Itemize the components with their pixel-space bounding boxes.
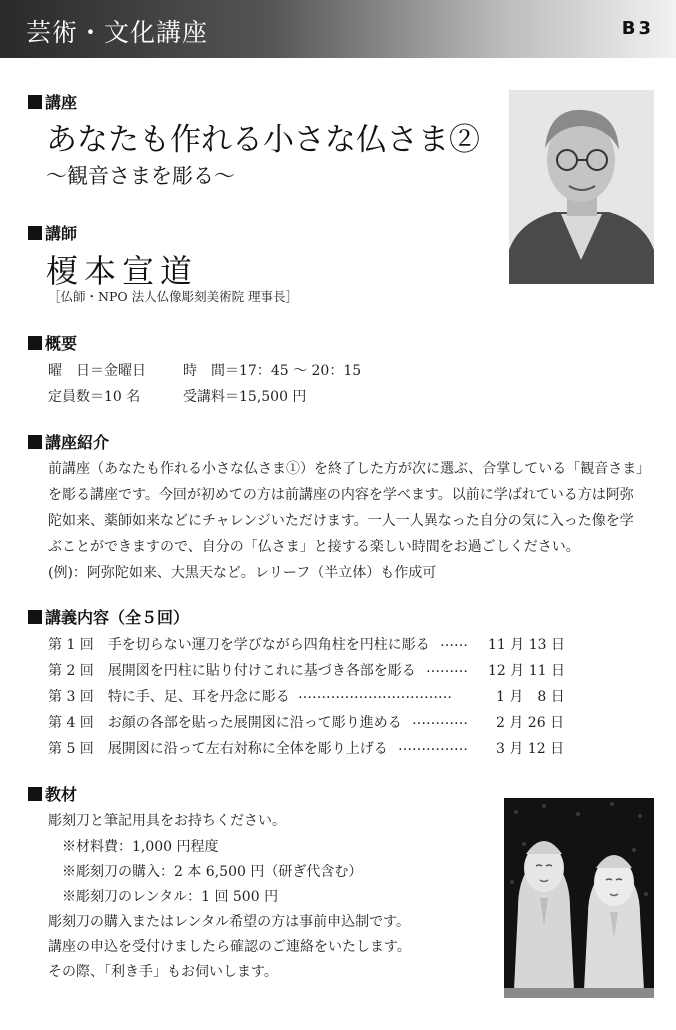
day-row: 曜 日＝金曜日 <box>48 363 146 379</box>
intro-text <box>48 456 658 586</box>
square-bullet-icon <box>28 435 42 449</box>
header-bar <box>0 0 676 58</box>
materials-line: 講座の申込を受付けましたら確認のご連絡をいたします。 <box>48 939 411 955</box>
schedule-dots: …………………………… <box>298 686 452 702</box>
schedule-date: 1 月 8 日 <box>496 689 565 705</box>
schedule-dots: ……… <box>426 660 468 676</box>
course-subtitle: 〜観音さまを彫る〜 <box>46 164 235 188</box>
capacity-row: 定員数＝10 名 <box>48 389 141 405</box>
square-bullet-icon <box>28 787 42 801</box>
schedule-item: 第 3 回 特に手、足、耳を丹念に彫る <box>48 689 290 705</box>
square-bullet-icon <box>28 336 42 350</box>
fee-row: 受講料＝15,500 円 <box>183 389 307 405</box>
schedule-dots: …… <box>440 634 468 650</box>
materials-line: 彫刻刀と筆記用具をお持ちください。 <box>48 813 286 829</box>
intro-line: (例)：阿弥陀如来、大黒天など。レリーフ（半立体）も作成可 <box>48 565 437 581</box>
schedule-dots: …………… <box>398 738 468 754</box>
course-title: あなたも作れる小さな仏さま② <box>46 122 480 158</box>
section-intro: 講座紹介 <box>28 430 109 453</box>
schedule-date: 11 月 13 日 <box>488 637 565 653</box>
section-overview: 概要 <box>28 331 77 354</box>
schedule-item: 第 5 回 展開図に沿って左右対称に全体を彫り上げる <box>48 741 388 757</box>
lecturer-photo <box>509 90 654 284</box>
statues-photo <box>504 798 654 998</box>
schedule-item: 第 2 回 展開図を円柱に貼り付けこれに基づき各部を彫る <box>48 663 416 679</box>
square-bullet-icon <box>28 226 42 240</box>
schedule-item: 第 1 回 手を切らない運刀を学びながら四角柱を円柱に彫る <box>48 637 430 653</box>
intro-line: 陀如来、薬師如来などにチャレンジいただけます。一人一人異なった自分の気に入った像を学 <box>48 513 634 529</box>
materials-line: 彫刻刀の購入またはレンタル希望の方は事前申込制です。 <box>48 914 410 930</box>
intro-line: を彫る講座です。今回が初めての方は前講座の内容を学べます。以前に学ばれている方は阿弥 <box>48 487 634 503</box>
materials-line: ※材料費：1,000 円程度 <box>62 839 219 855</box>
lecturer-affiliation: ［仏師・NPO 法人仏像彫刻美術院 理事長］ <box>48 289 299 304</box>
schedule-item: 第 4 回 お顔の各部を貼った展開図に沿って彫り進める <box>48 715 402 731</box>
time-row: 時 間＝17：45 〜 20：15 <box>183 363 362 379</box>
section-schedule: 講義内容（全５回） <box>28 605 189 628</box>
schedule-dots: ………… <box>412 712 468 728</box>
materials-line: ※彫刻刀のレンタル：1 回 500 円 <box>62 889 279 905</box>
intro-line: 前講座（あなたも作れる小さな仏さま①）を終了した方が次に選ぶ、合掌している「観音さま」 <box>48 461 651 477</box>
section-lecturer: 講師 <box>28 221 77 244</box>
schedule-date: 12 月 11 日 <box>488 663 565 679</box>
section-course: 講座 <box>28 90 77 113</box>
schedule-date: 3 月 12 日 <box>496 741 565 757</box>
course-code: B3 <box>621 18 654 39</box>
intro-line: ぶことができますので、自分の「仏さま」と接する楽しい時間をお過ごしください。 <box>48 539 580 555</box>
section-materials: 教材 <box>28 782 77 805</box>
square-bullet-icon <box>28 95 42 109</box>
lecturer-name: 榎本宣道 <box>46 252 199 290</box>
square-bullet-icon <box>28 610 42 624</box>
schedule-date: 2 月 26 日 <box>496 715 565 731</box>
materials-line: その際、「利き手」もお伺いします。 <box>48 964 278 980</box>
category-title: 芸術・文化講座 <box>26 18 209 47</box>
materials-line: ※彫刻刀の購入：2 本 6,500 円（研ぎ代含む） <box>62 864 363 880</box>
